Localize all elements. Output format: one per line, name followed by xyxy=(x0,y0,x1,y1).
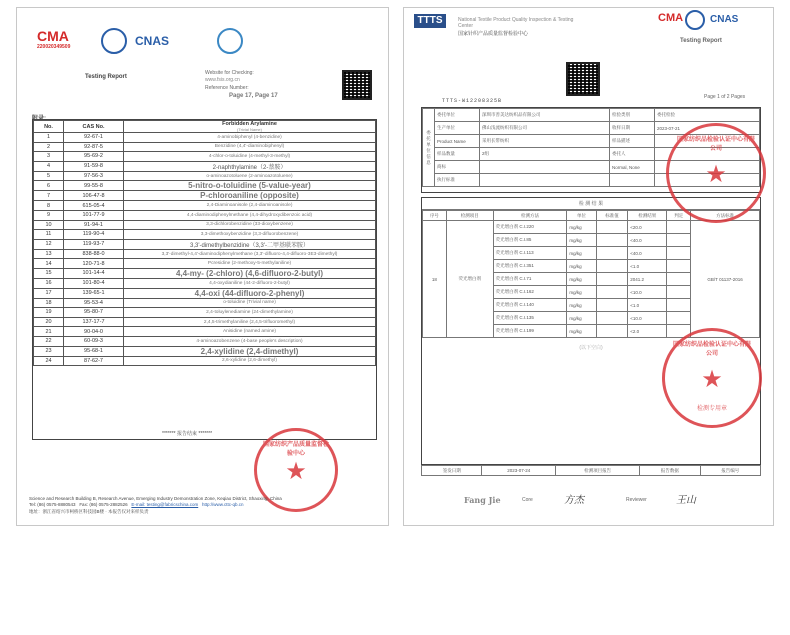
core-label: Core xyxy=(522,497,533,503)
result-value: <1.0 xyxy=(628,260,667,273)
barcode-number: TTTS-W12208325B xyxy=(442,98,503,104)
results-table xyxy=(422,210,760,338)
footer-fax: Fax: (86) 0575-2882526 xyxy=(79,502,128,508)
arylamine-name: Benzidine (4,4'-diaminobiphenyl) xyxy=(124,142,376,152)
cas-number: 137-17-7 xyxy=(64,317,124,327)
qr-code-right xyxy=(566,62,600,96)
stamp-text: 国家纺织产品质量监督检验中心 xyxy=(263,442,330,457)
table-row xyxy=(34,201,376,211)
result-limit xyxy=(596,260,628,273)
result-header: 检测结果 xyxy=(628,211,667,221)
cas-number: 119-93-7 xyxy=(64,239,124,249)
result-unit: mg/kg xyxy=(567,260,596,273)
page-label: Page 17, Page 17 xyxy=(229,93,278,99)
result-item: 荧光增白剂 C.I.351 xyxy=(493,260,567,273)
cas-number: 60-09-3 xyxy=(64,336,124,346)
field-label: 收样日期 xyxy=(610,122,655,135)
row-number: 20 xyxy=(34,317,64,327)
cnas-logo: CNAS xyxy=(135,34,170,48)
results-title: 检 测 结 果 xyxy=(422,198,760,210)
cma-code: 220020349509 xyxy=(37,44,71,50)
field-label: Normal, None xyxy=(610,161,655,174)
table-row xyxy=(34,191,376,201)
result-limit xyxy=(596,273,628,286)
result-judgement xyxy=(667,234,691,247)
result-item: 荧光增白剂 C.I.140 xyxy=(493,299,567,312)
blank-note: (以下空白) xyxy=(579,345,603,351)
table-row xyxy=(34,142,376,152)
org-name-en: National Textile Product Quality Inspection & Testing Center xyxy=(458,17,574,29)
result-judgement xyxy=(667,221,691,234)
result-value: <10.0 xyxy=(628,286,667,299)
field-label: 样品数量 xyxy=(435,148,480,161)
arylamine-name: 2,6-xylidine (2,6-dimethyl) xyxy=(124,356,376,366)
row-number: 13 xyxy=(34,249,64,259)
star-icon: ★ xyxy=(705,161,727,188)
footer-note: 地址：浙江省绍兴市柯桥区科技园B楼 · 本报告仅对来样负责 xyxy=(29,508,149,514)
cas-number: 87-62-7 xyxy=(64,356,124,366)
official-stamp-top xyxy=(666,123,766,223)
table-row xyxy=(34,133,376,143)
result-unit: mg/kg xyxy=(567,247,596,260)
row-number: 21 xyxy=(34,327,64,337)
ilac-icon-right xyxy=(685,10,705,30)
cas-number: 91-94-1 xyxy=(64,220,124,230)
row-number: 14 xyxy=(34,259,64,269)
result-item: 荧光增白剂 C.I.71 xyxy=(493,273,567,286)
result-header: 标准值 xyxy=(596,211,628,221)
cas-number: 101-77-9 xyxy=(64,210,124,220)
result-limit xyxy=(596,299,628,312)
stamp-bottom-text: 国家纺织品检验认证中心有限公司 xyxy=(672,342,751,357)
result-item: 荧光增白剂 C.I.135 xyxy=(493,312,567,325)
field-label xyxy=(610,174,655,187)
row-number: 5 xyxy=(34,171,64,181)
arylamine-name: o-aminoazotoluene (2-aminoazotoluene) xyxy=(124,171,376,181)
result-judgement xyxy=(667,273,691,286)
report-title: Testing Report xyxy=(680,38,722,44)
result-judgement xyxy=(667,299,691,312)
arylamine-name: 2,4-xylidine (2,4-dimethyl) xyxy=(124,346,376,356)
result-limit xyxy=(596,286,628,299)
signature-1: 方杰 xyxy=(564,495,584,506)
arylamine-name: 3,3'-dimethyl-4,4'-diaminodiphenylmethane (3,3'-difluoro-4,4-difluoro-3E3-dimethyl) xyxy=(124,249,376,259)
row-number: 17 xyxy=(34,288,64,298)
footer-email[interactable]: E-mail: testing@fabricschina.com xyxy=(131,502,199,508)
official-stamp-bottom xyxy=(662,328,762,428)
result-item: 荧光增白剂 C.I.113 xyxy=(493,247,567,260)
table-row xyxy=(34,171,376,181)
footer-cell: 检测项目报告 xyxy=(556,466,640,476)
footer-cell: 2023-07-24 xyxy=(482,466,556,476)
table-row xyxy=(34,161,376,171)
table-row xyxy=(34,298,376,308)
row-number: 15 xyxy=(34,268,64,278)
result-header: 检测项目 xyxy=(446,211,493,221)
arylamine-table xyxy=(33,120,376,366)
cma-logo: CMA 220020349509 xyxy=(37,28,79,54)
row-number: 6 xyxy=(34,181,64,191)
arylamine-name: 3,3-dichlorobenzidine (33-dioxybenzene) xyxy=(124,220,376,230)
field-label: 生产单位 xyxy=(435,122,480,135)
row-number: 12 xyxy=(34,239,64,249)
cas-number: 101-80-4 xyxy=(64,278,124,288)
field-value: 委托检验 xyxy=(655,109,760,122)
footer-cell: 签发日期 xyxy=(422,466,482,476)
footer-cell: 报告编号 xyxy=(700,466,760,476)
table-row xyxy=(34,308,376,318)
table-row xyxy=(34,356,376,366)
cas-number: 106-47-8 xyxy=(64,191,124,201)
row-number: 24 xyxy=(34,356,64,366)
arylamine-rows xyxy=(34,133,376,366)
star-icon: ★ xyxy=(701,366,723,393)
arylamine-name: 4,4-oxydianiline (44-2-difluoro-2-butyl) xyxy=(124,278,376,288)
row-number: 7 xyxy=(34,191,64,201)
table-row xyxy=(34,288,376,298)
arylamine-name: 4-aminobiphenyl (4-benzidine) xyxy=(124,133,376,143)
cas-number: 99-55-8 xyxy=(64,181,124,191)
stamp-sub: 检测专用章 xyxy=(696,406,727,412)
cas-number: 97-56-3 xyxy=(64,171,124,181)
row-number: 16 xyxy=(34,278,64,288)
field-label: 样品描述 xyxy=(610,135,655,148)
arylamine-name: 2,4-toluylenediamine (24-dimethylamine) xyxy=(124,308,376,318)
result-unit: mg/kg xyxy=(567,273,596,286)
result-judgement xyxy=(667,286,691,299)
row-number: 18 xyxy=(34,298,64,308)
row-number: 2 xyxy=(34,142,64,152)
field-label: 商标 xyxy=(435,161,480,174)
result-judgement xyxy=(667,312,691,325)
field-value: 2023-07-21 xyxy=(655,122,760,135)
stamp-top-text: 国家纺织品检验认证中心有限公司 xyxy=(676,137,755,152)
result-header: 检测方法 xyxy=(493,211,567,221)
field-label: 委托人 xyxy=(610,148,655,161)
cas-number: 95-80-7 xyxy=(64,308,124,318)
cas-number: 95-68-1 xyxy=(64,346,124,356)
row-number: 10 xyxy=(34,220,64,230)
star-icon: ★ xyxy=(285,458,307,485)
logo-row xyxy=(37,28,368,58)
ilac-mra-icon xyxy=(101,28,127,54)
result-unit: mg/kg xyxy=(567,234,596,247)
result-item: 荧光增白剂 C.I.85 xyxy=(493,234,567,247)
row-number: 1 xyxy=(34,133,64,143)
appendix-frame xyxy=(32,119,377,440)
result-unit: mg/kg xyxy=(567,312,596,325)
row-number: 23 xyxy=(34,346,64,356)
table-row xyxy=(34,317,376,327)
reference-label: Reference Number: xyxy=(205,85,249,91)
table-row xyxy=(34,268,376,278)
result-header: 方法标准 xyxy=(691,211,760,221)
cas-number: 139-65-1 xyxy=(64,288,124,298)
footer-cell: 报告数据 xyxy=(640,466,700,476)
arylamine-name: 4,4-oxi (44-difluoro-2-phenyl) xyxy=(124,288,376,298)
method-standard: GB/T 01137-2016 xyxy=(691,221,760,338)
website-label: Website for Checking: xyxy=(205,70,254,76)
row-number: 8 xyxy=(34,201,64,211)
header-arylamine: Forbidden Arylamine (Trivial Name) xyxy=(124,121,376,133)
result-limit xyxy=(596,234,628,247)
table-row xyxy=(34,278,376,288)
arylamine-name: Anisidine (named amine) xyxy=(124,327,376,337)
result-judgement xyxy=(667,260,691,273)
result-group: 荧光增白剂 xyxy=(446,221,493,338)
end-mark: ******* 报告结束 ******* xyxy=(162,431,213,437)
cas-number: 95-53-4 xyxy=(64,298,124,308)
result-limit xyxy=(596,325,628,338)
cnas-logo-right: CNAS xyxy=(710,14,739,25)
cas-number: 90-04-0 xyxy=(64,327,124,337)
arylamine-name: 4-aminoazobenzene (4-base people's description) xyxy=(124,336,376,346)
result-unit: mg/kg xyxy=(567,325,596,338)
arylamine-name: o-toluidine (Trivial name) xyxy=(124,298,376,308)
field-label: 检验类别 xyxy=(610,109,655,122)
arylamine-name: 4,4-my- (2-chloro) (4,6-difluoro-2-butyl) xyxy=(124,268,376,278)
arylamine-name: 4-chlor-o-toluidine (4-methyl-3-methyl) xyxy=(124,152,376,162)
result-unit: mg/kg xyxy=(567,299,596,312)
result-header: 序号 xyxy=(423,211,447,221)
report-label: Testing Report xyxy=(85,74,127,80)
field-value: 2组 xyxy=(480,148,610,161)
header-cas: CAS No. xyxy=(64,121,124,133)
report-page-left xyxy=(16,7,389,526)
cas-number: 119-90-4 xyxy=(64,230,124,240)
result-unit: mg/kg xyxy=(567,221,596,234)
result-limit xyxy=(596,247,628,260)
result-value: 2041.2 xyxy=(628,273,667,286)
cas-number: 92-67-1 xyxy=(64,133,124,143)
qr-code xyxy=(342,70,372,100)
table-row xyxy=(34,327,376,337)
result-value: <10.0 xyxy=(628,312,667,325)
footer-tel: Tel: (86) 0575-8880543 xyxy=(29,502,76,508)
table-row xyxy=(34,346,376,356)
field-value xyxy=(480,161,610,174)
result-value: <1.0 xyxy=(628,299,667,312)
arylamine-name: 2,4,5-trimethylaniline (2,4,5-trifluoromethyl) xyxy=(124,317,376,327)
result-header: 判定 xyxy=(667,211,691,221)
info-row xyxy=(423,109,760,122)
field-value: 佛山浅流纺织有限公司 xyxy=(480,122,610,135)
result-value: <40.0 xyxy=(628,247,667,260)
cma-logo-right: CMA xyxy=(658,12,684,24)
cas-number: 615-05-4 xyxy=(64,201,124,211)
reviewer-label: Reviewer xyxy=(626,497,647,503)
row-number: 9 xyxy=(34,210,64,220)
cas-number: 92-87-5 xyxy=(64,142,124,152)
table-row xyxy=(34,210,376,220)
field-value xyxy=(480,174,610,187)
table-row xyxy=(34,230,376,240)
footer-website[interactable]: http://www.cttc-qb.cn xyxy=(201,502,244,508)
footer xyxy=(29,496,381,515)
cas-number: 95-69-2 xyxy=(64,152,124,162)
result-limit xyxy=(596,312,628,325)
table-row xyxy=(34,259,376,269)
table-row xyxy=(34,239,376,249)
field-label: Product Name xyxy=(435,135,480,148)
signer-name: Fang Jie xyxy=(464,495,501,505)
row-number: 4 xyxy=(34,161,64,171)
client-block-label: 委托单位信息 xyxy=(423,109,435,187)
field-value: 深圳市善美达纺织品有限公司 xyxy=(480,109,610,122)
result-row-number: 18 xyxy=(423,221,447,338)
result-value: <40.0 xyxy=(628,234,667,247)
result-item: 荧光增白剂 C.I.220 xyxy=(493,221,567,234)
result-value: <2.0 xyxy=(628,325,667,338)
result-limit xyxy=(596,221,628,234)
result-item: 荧光增白剂 C.I.199 xyxy=(493,325,567,338)
row-number: 19 xyxy=(34,308,64,318)
cas-number: 120-71-8 xyxy=(64,259,124,269)
arylamine-name: 5-nitro-o-toluidine (5-value-year) xyxy=(124,181,376,191)
section-prefix: 附录: xyxy=(32,116,46,122)
arylamine-name: 2-naphthylamine（2-萘胺） xyxy=(124,161,376,171)
arylamine-name: 2,4-Diaminoanisole (2,4-diaminoanisole) xyxy=(124,201,376,211)
arylamine-name: 3,3'-dimethylbenzidine（3,3'-二甲基联苯胺） xyxy=(124,239,376,249)
table-row xyxy=(34,181,376,191)
field-label: 执行标准 xyxy=(435,174,480,187)
report-page-right xyxy=(403,7,774,526)
field-value: 采用长带纺织 xyxy=(480,135,610,148)
arylamine-name: P-chloroaniline (opposite) xyxy=(124,191,376,201)
result-item: 荧光增白剂 C.I.162 xyxy=(493,286,567,299)
result-judgement xyxy=(667,247,691,260)
cas-number: 91-59-8 xyxy=(64,161,124,171)
cas-number: 838-88-0 xyxy=(64,249,124,259)
website-value: www.fsis.org.cn xyxy=(205,77,240,83)
arylamine-name: 4,4-diaminodiphenylmethane (4,4-dihydroxydibenzoic acid) xyxy=(124,210,376,220)
result-value: <20.0 xyxy=(628,221,667,234)
result-unit: mg/kg xyxy=(567,286,596,299)
footer-table xyxy=(421,465,761,476)
arylamine-name: Pcresidine (2-methoxy-5-methylaniline) xyxy=(124,259,376,269)
result-header: 单位 xyxy=(567,211,596,221)
row-number: 11 xyxy=(34,230,64,240)
ttts-logo: TTTS xyxy=(414,14,446,28)
table-row xyxy=(34,152,376,162)
row-number: 3 xyxy=(34,152,64,162)
signature-2: 王山 xyxy=(676,495,696,506)
table-row xyxy=(34,249,376,259)
row-number: 22 xyxy=(34,336,64,346)
arylamine-name: 3,3-dimethoxybenzidine (3,3-difluorobenzene) xyxy=(124,230,376,240)
page-label-right: Page 1 of 2 Pages xyxy=(704,94,746,100)
footer-address: Science and Research Building B, Research Avenue, Emerging Industry Demonstration Zone, Keqiao District, Shaoxing, China xyxy=(29,496,282,501)
org-seal-icon xyxy=(217,28,243,54)
header-no: No. xyxy=(34,121,64,133)
field-label: 委托单位 xyxy=(435,109,480,122)
org-name-cn: 国家针织产品质量监督检验中心 xyxy=(458,31,529,37)
table-row xyxy=(34,220,376,230)
table-row xyxy=(34,336,376,346)
cas-number: 101-14-4 xyxy=(64,268,124,278)
